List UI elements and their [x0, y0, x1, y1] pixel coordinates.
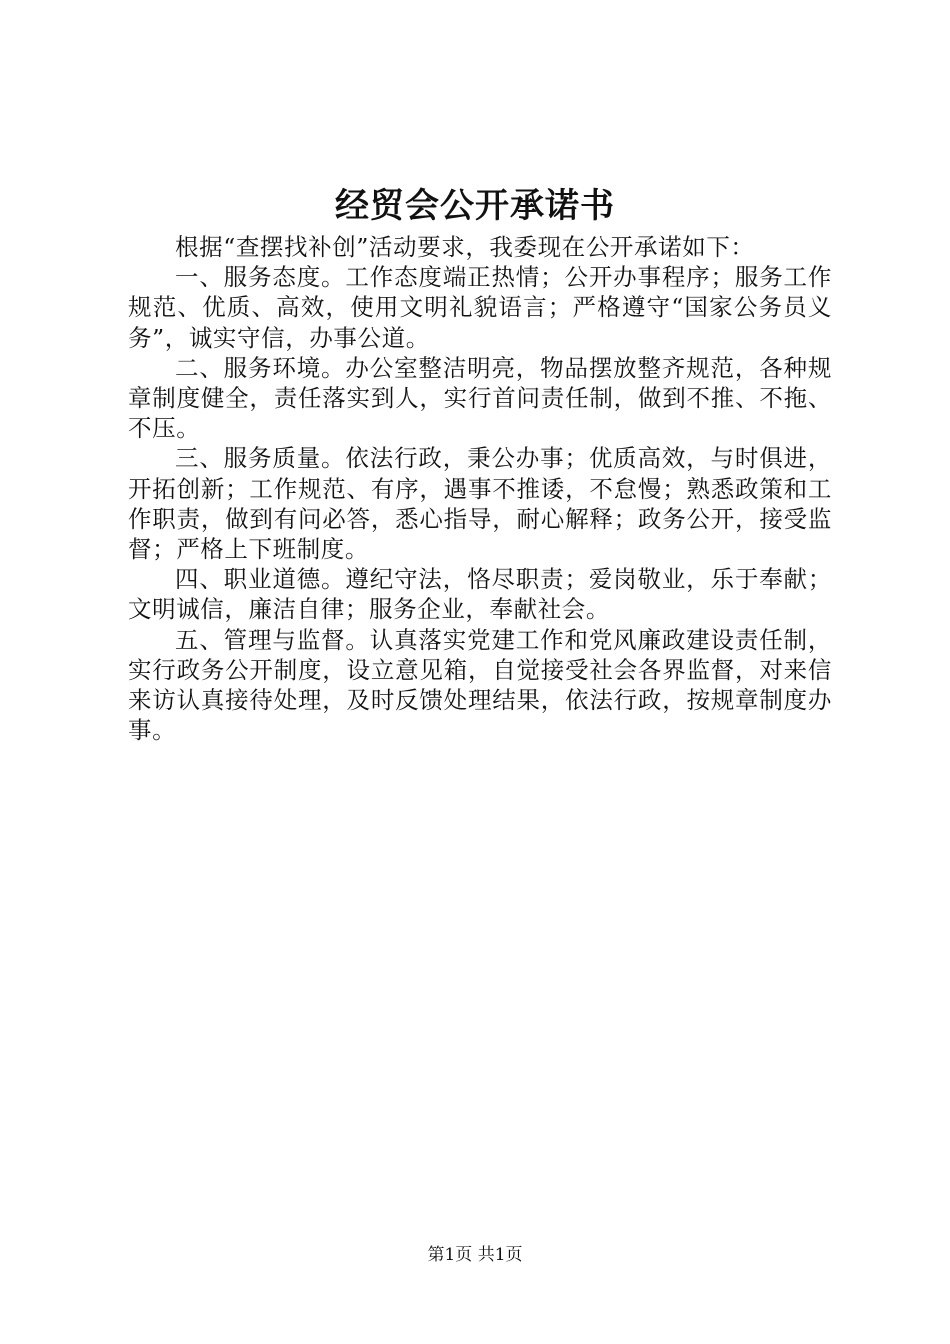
paragraph-management-supervision: 五、管理与监督。认真落实党建工作和党风廉政建设责任制，实行政务公开制度，设立意见箱，自觉接受社会各界监督，对来信来访认真接待处理，及时反馈处理结果，依法行政，按规章制度办事。: [128, 625, 832, 745]
paragraph-service-quality: 三、服务质量。依法行政，秉公办事；优质高效，与时俱进，开拓创新；工作规范、有序，遇事不推诿，不怠慢；熟悉政策和工作职责，做到有问必答，悉心指导，耐心解释；政务公开，接受监督；严格上下班制度。: [128, 444, 832, 564]
paragraph-service-environment: 二、服务环境。办公室整洁明亮，物品摆放整齐规范，各种规章制度健全，责任落实到人，实行首问责任制，做到不推、不拖、不压。: [128, 353, 832, 443]
document-title: 经贸会公开承诺书: [335, 186, 615, 226]
paragraph-service-attitude: 一、服务态度。工作态度端正热情；公开办事程序；服务工作规范、优质、高效，使用文明礼貌语言；严格遵守“国家公务员义务”，诚实守信，办事公道。: [128, 263, 832, 352]
paragraph-professional-ethics: 四、职业道德。遵纪守法，恪尽职责；爱岗敬业，乐于奉献；文明诚信，廉洁自律；服务企业，奉献社会。: [128, 565, 832, 624]
document-body: [128, 232, 832, 745]
page-footer: 第1页 共1页: [427, 1245, 523, 1265]
paragraph-intro: 根据“查摆找补创”活动要求，我委现在公开承诺如下：: [175, 233, 755, 261]
